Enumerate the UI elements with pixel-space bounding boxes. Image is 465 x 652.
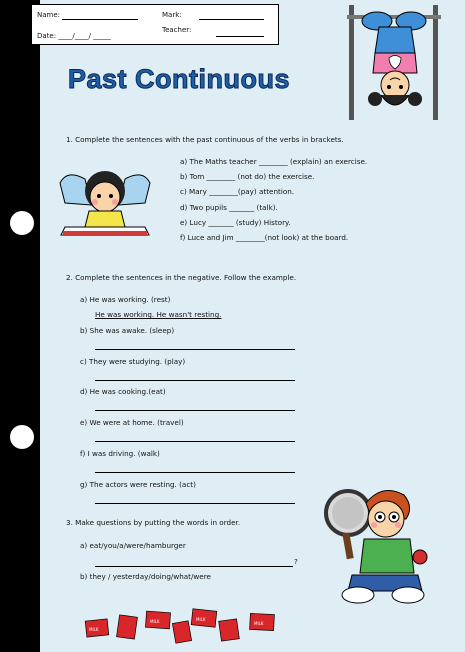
section1-instruction: 1. Complete the sentences with the past continuous of the verbs in brackets. bbox=[66, 135, 344, 144]
example-sentence: a) He was working. (rest) bbox=[80, 295, 171, 304]
answer-line[interactable] bbox=[95, 472, 295, 473]
list-item: f) I was driving. (walk) bbox=[80, 449, 160, 458]
answer-line[interactable] bbox=[95, 441, 295, 442]
list-item: a) The Maths teacher ________ (explain) an exercise. bbox=[180, 157, 368, 166]
milk-carton-label: MILK bbox=[254, 621, 264, 626]
hanging-girl-illustration bbox=[345, 3, 445, 121]
page-title: Past Continuous bbox=[68, 64, 290, 94]
teacher-field[interactable] bbox=[216, 36, 264, 37]
boy-magnifier-illustration bbox=[322, 483, 442, 605]
mark-field[interactable] bbox=[199, 19, 264, 20]
list-item: a) eat/you/a/were/hamburger bbox=[80, 541, 186, 550]
answer-line[interactable] bbox=[95, 566, 293, 567]
answer-line[interactable] bbox=[95, 349, 295, 350]
list-item: d) Two pupils _______ (talk). bbox=[180, 203, 278, 212]
milk-carton-label: MILK bbox=[150, 619, 160, 624]
section3-instruction: 3. Make questions by putting the words in order. bbox=[66, 518, 241, 527]
answer-line[interactable] bbox=[95, 503, 295, 504]
example-answer: He was working. He wasn't resting. bbox=[95, 310, 222, 319]
list-item: g) The actors were resting. (act) bbox=[80, 480, 196, 489]
list-item: e) Lucy _______ (study) History. bbox=[180, 218, 291, 227]
answer-line[interactable] bbox=[95, 380, 295, 381]
reading-girl-illustration bbox=[55, 165, 155, 237]
binder-strip bbox=[0, 0, 40, 652]
student-info-box bbox=[31, 4, 279, 45]
list-item: b) they / yesterday/doing/what/were bbox=[80, 572, 211, 581]
binder-hole bbox=[10, 425, 34, 449]
list-item: f) Luce and Jim ________(not look) at the board. bbox=[180, 233, 349, 242]
list-item: b) She was awake. (sleep) bbox=[80, 326, 175, 335]
list-item: b) Tom ________ (not do) the exercise. bbox=[180, 172, 315, 181]
list-item: d) He was cooking.(eat) bbox=[80, 387, 166, 396]
section2-instruction: 2. Complete the sentences in the negative. Follow the example. bbox=[66, 273, 297, 282]
date-label: Date: ____/____/ _____ bbox=[37, 32, 111, 40]
list-item: c) They were studying. (play) bbox=[80, 357, 186, 366]
answer-line[interactable] bbox=[95, 410, 295, 411]
question-mark: ? bbox=[294, 557, 298, 566]
binder-hole bbox=[10, 211, 34, 235]
list-item: c) Mary ________(pay) attention. bbox=[180, 187, 295, 196]
milk-carton-label: MILK bbox=[89, 627, 99, 632]
teacher-label: Teacher: bbox=[162, 26, 192, 34]
milk-carton-label: MILK bbox=[196, 617, 206, 622]
mark-label: Mark: bbox=[162, 11, 182, 19]
list-item: e) We were at home. (travel) bbox=[80, 418, 184, 427]
milk-cartons-decoration bbox=[80, 606, 280, 646]
name-label: Name: bbox=[37, 11, 61, 19]
name-field[interactable] bbox=[62, 19, 138, 20]
